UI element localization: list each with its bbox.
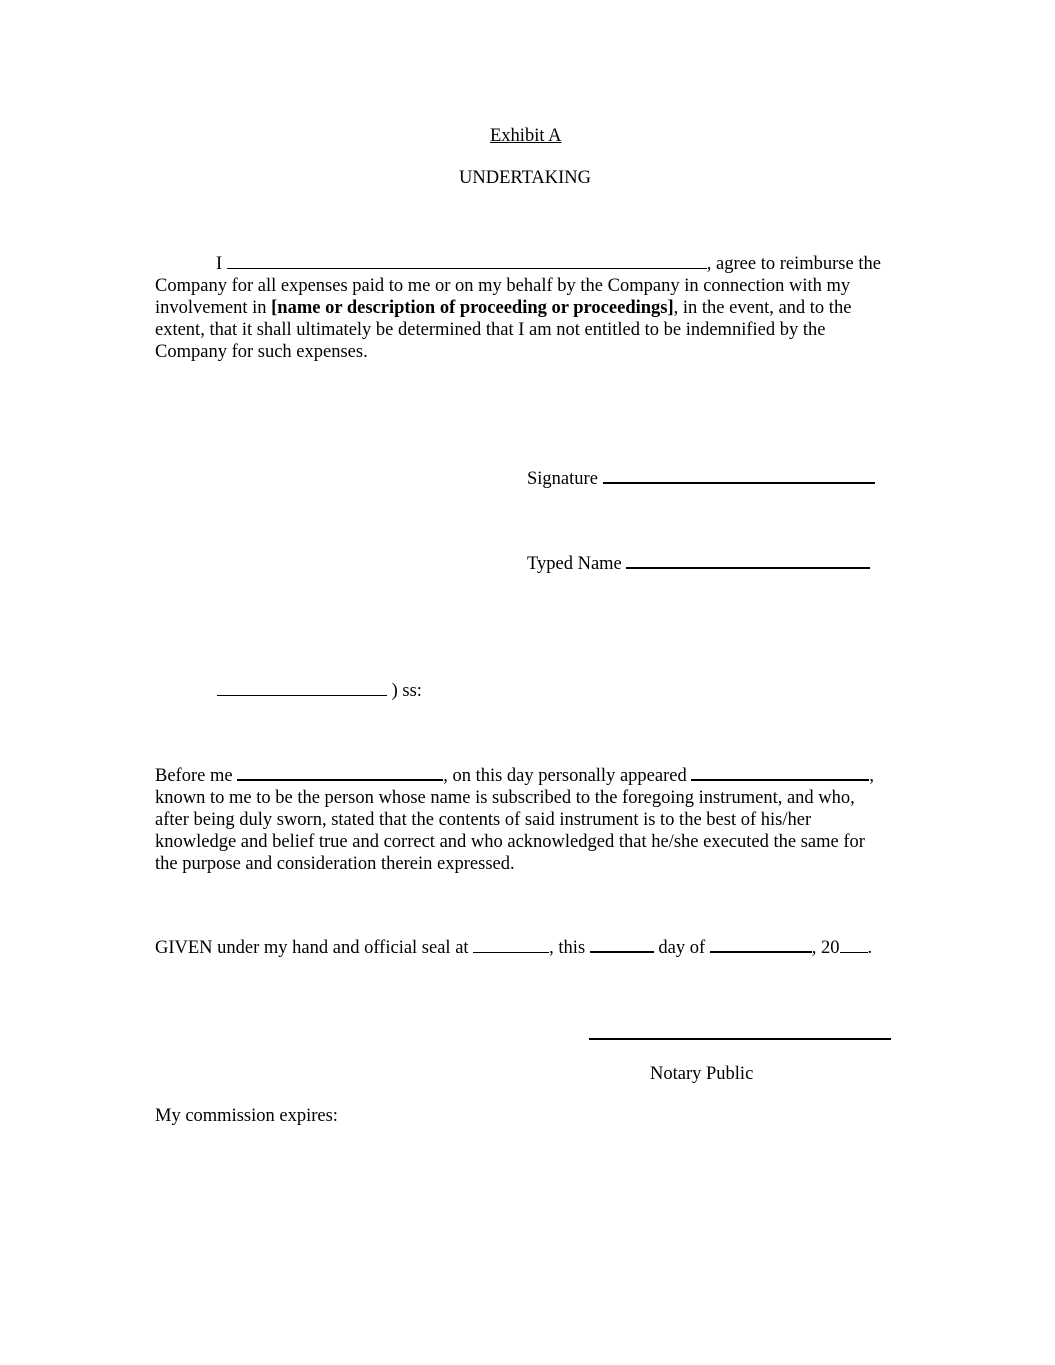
- commission-expires-label: My commission expires:: [155, 1106, 338, 1126]
- given-year-prefix: , 20: [811, 938, 840, 958]
- typed-name-label: Typed Name: [527, 554, 622, 574]
- ack-line3: after being duly sworn, stated that the contents of said instrument is to the best of his/her: [155, 810, 812, 830]
- given-place-blank[interactable]: [473, 936, 549, 953]
- undertaking-line4: extent, that it shall ultimately be determined that I am not entitled to be indemnified by the: [155, 320, 826, 340]
- given-end: .: [867, 938, 873, 958]
- undertaking-line5: Company for such expenses.: [155, 342, 368, 362]
- typed-name-line: [527, 551, 870, 575]
- given-line: [155, 935, 872, 959]
- signature-label: Signature: [527, 469, 598, 489]
- ss-label: ) ss:: [391, 681, 422, 701]
- document-title: UNDERTAKING: [459, 168, 592, 188]
- venue-line: [217, 679, 422, 702]
- acknowledgment-paragraph: [155, 763, 895, 875]
- notary-signature-line[interactable]: [589, 1038, 891, 1040]
- undertaking-line3-pre: involvement in: [155, 298, 272, 318]
- ack-comma: ,: [869, 766, 874, 786]
- given-day-blank[interactable]: [590, 935, 654, 953]
- undertaking-name-blank[interactable]: [227, 252, 707, 269]
- notary-name-blank[interactable]: [237, 763, 443, 781]
- given-day-of-label: day of: [658, 938, 706, 958]
- undertaking-line2: Company for all expenses paid to me or on my behalf by the Company in connection with my: [155, 276, 851, 296]
- personally-appeared-label: , on this day personally appeared: [443, 766, 687, 786]
- proceeding-placeholder: [name or description of proceeding or proceedings]: [271, 298, 674, 318]
- signature-blank[interactable]: [603, 466, 875, 484]
- given-label: GIVEN under my hand and official seal at: [155, 938, 469, 958]
- given-this-label: , this: [549, 938, 586, 958]
- appearer-name-blank[interactable]: [691, 763, 869, 781]
- typed-name-blank[interactable]: [626, 551, 870, 569]
- given-month-blank[interactable]: [710, 935, 812, 953]
- undertaking-lead: I: [216, 254, 223, 274]
- given-year-blank[interactable]: [840, 936, 868, 953]
- undertaking-line3-post: , in the event, and to the: [673, 298, 852, 318]
- ack-line2: known to me to be the person whose name is subscribed to the foregoing instrument, and who,: [155, 788, 855, 808]
- before-me-label: Before me: [155, 766, 233, 786]
- exhibit-heading: Exhibit A: [490, 126, 562, 146]
- notary-public-label: Notary Public: [650, 1064, 754, 1084]
- signature-line: [527, 466, 875, 490]
- venue-blank[interactable]: [217, 679, 387, 696]
- undertaking-paragraph: [155, 252, 895, 363]
- ack-line4: knowledge and belief true and correct and who acknowledged that he/she executed the same for: [155, 832, 865, 852]
- undertaking-line1-tail: , agree to reimburse the: [706, 254, 881, 274]
- ack-line5: the purpose and consideration therein expressed.: [155, 854, 515, 874]
